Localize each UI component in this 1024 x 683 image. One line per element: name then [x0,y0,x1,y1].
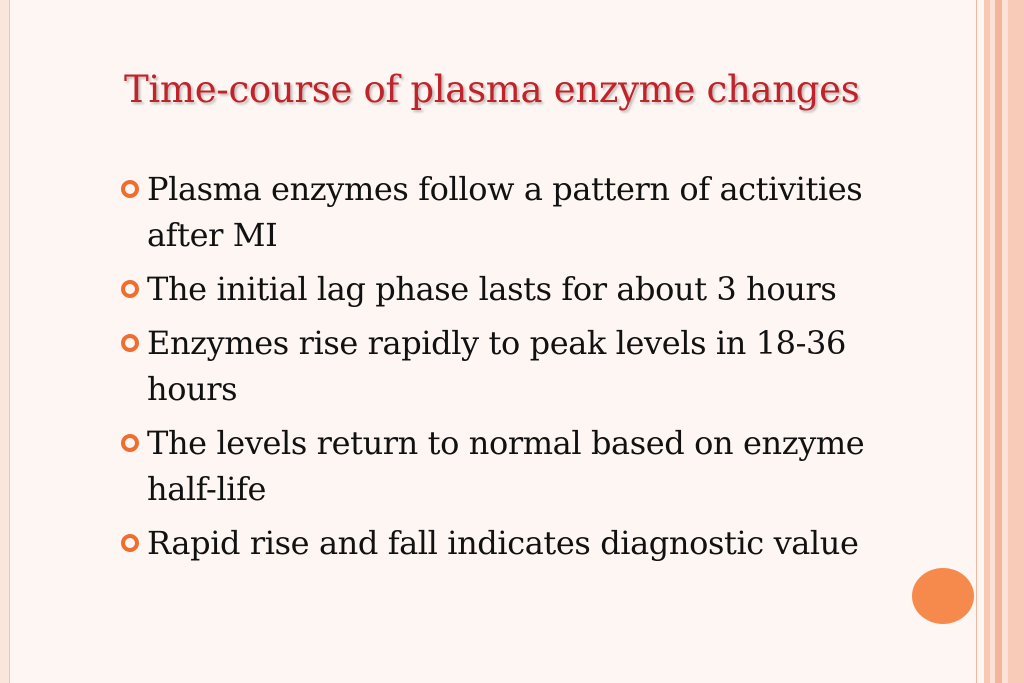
bullet-circle-icon [121,180,139,198]
bullet-text: The initial lag phase lasts for about 3 hours [147,270,837,308]
bullet-text: The levels return to normal based on enzyme half-life [147,424,865,508]
bullet-circle-icon [121,434,139,452]
bullet-text: Rapid rise and fall indicates diagnostic value [147,524,859,562]
bullet-item [118,266,918,312]
bullet-circle-icon [121,280,139,298]
bullet-circle-icon [121,534,139,552]
orange-circle-decoration [912,568,974,624]
bullet-item [118,520,918,566]
stripe [976,0,984,683]
slide-title: Time-course of plasma enzyme changes [124,68,860,111]
stripe [1008,0,1024,683]
bullet-item [118,166,918,258]
bullet-text: Enzymes rise rapidly to peak levels in 18-36 hours [147,324,846,408]
bullet-circle-icon [121,334,139,352]
stripe [995,0,1003,683]
bullet-text: Plasma enzymes follow a pattern of activities after MI [147,170,863,254]
bullet-item [118,420,918,512]
bullet-list [118,166,918,574]
right-stripe-decoration [976,0,1024,683]
left-border-decoration [0,0,10,683]
bullet-item [118,320,918,412]
